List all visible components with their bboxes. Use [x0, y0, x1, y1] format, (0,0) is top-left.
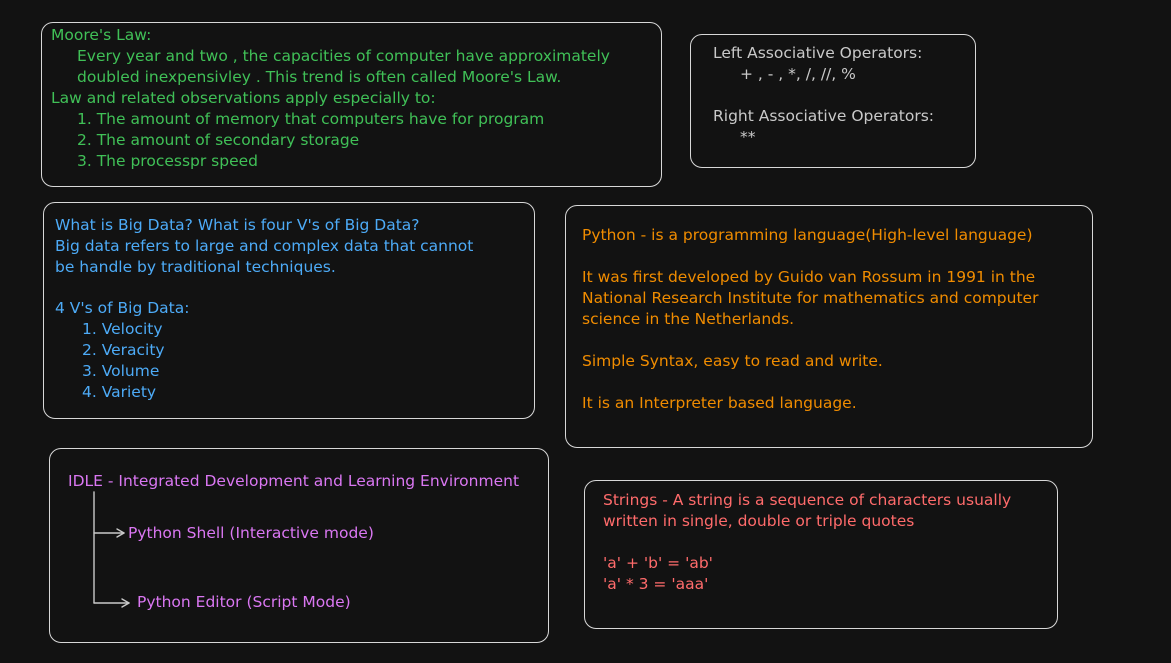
- moores-law-title: Moore's Law:: [51, 26, 152, 44]
- moores-law-item: 3. The processpr speed: [77, 152, 258, 170]
- big-data-question: What is Big Data? What is four V's of Big Data?: [55, 216, 420, 234]
- big-data-v-item: 4. Variety: [82, 383, 157, 401]
- python-history-line-2: National Research Institute for mathematics and computer: [582, 289, 1039, 307]
- python-shell-label: Python Shell (Interactive mode): [128, 524, 374, 542]
- strings-title-line-1: Strings - A string is a sequence of characters usually: [603, 491, 1012, 509]
- big-data-v-item: 1. Velocity: [82, 320, 163, 338]
- left-associative-title: Left Associative Operators:: [713, 44, 923, 62]
- big-data-vs-title: 4 V's of Big Data:: [55, 299, 190, 317]
- python-interpreter: It is an Interpreter based language.: [582, 394, 857, 412]
- big-data-definition-line-2: be handle by traditional techniques.: [55, 258, 336, 276]
- left-associative-operators: + , - , *, /, //, %: [740, 65, 856, 83]
- moores-law-item: 2. The amount of secondary storage: [77, 131, 360, 149]
- big-data-definition-line-1: Big data refers to large and complex data that cannot: [55, 237, 474, 255]
- strings-title-line-2: written in single, double or triple quotes: [603, 512, 915, 530]
- moores-law-subheading: Law and related observations apply especially to:: [51, 89, 436, 107]
- right-associative-title: Right Associative Operators:: [713, 107, 935, 125]
- python-title: Python - is a programming language(High-level language): [582, 226, 1033, 244]
- moores-law-item: 1. The amount of memory that computers have for program: [77, 110, 545, 128]
- python-history-line-1: It was first developed by Guido van Rossum in 1991 in the: [582, 268, 1036, 286]
- moores-law-body-line-2: doubled inexpensivley . This trend is often called Moore's Law.: [77, 68, 562, 86]
- big-data-v-item: 2. Veracity: [82, 341, 165, 359]
- right-associative-operators: **: [740, 128, 756, 146]
- idle-title: IDLE - Integrated Development and Learning Environment: [68, 472, 520, 490]
- moores-law-body-line-1: Every year and two , the capacities of computer have approximately: [77, 47, 610, 65]
- big-data-v-item: 3. Volume: [82, 362, 160, 380]
- strings-example: 'a' * 3 = 'aaa': [603, 575, 709, 593]
- python-history-line-3: science in the Netherlands.: [582, 310, 795, 328]
- strings-example: 'a' + 'b' = 'ab': [603, 554, 713, 572]
- python-editor-label: Python Editor (Script Mode): [137, 593, 351, 611]
- python-syntax: Simple Syntax, easy to read and write.: [582, 352, 883, 370]
